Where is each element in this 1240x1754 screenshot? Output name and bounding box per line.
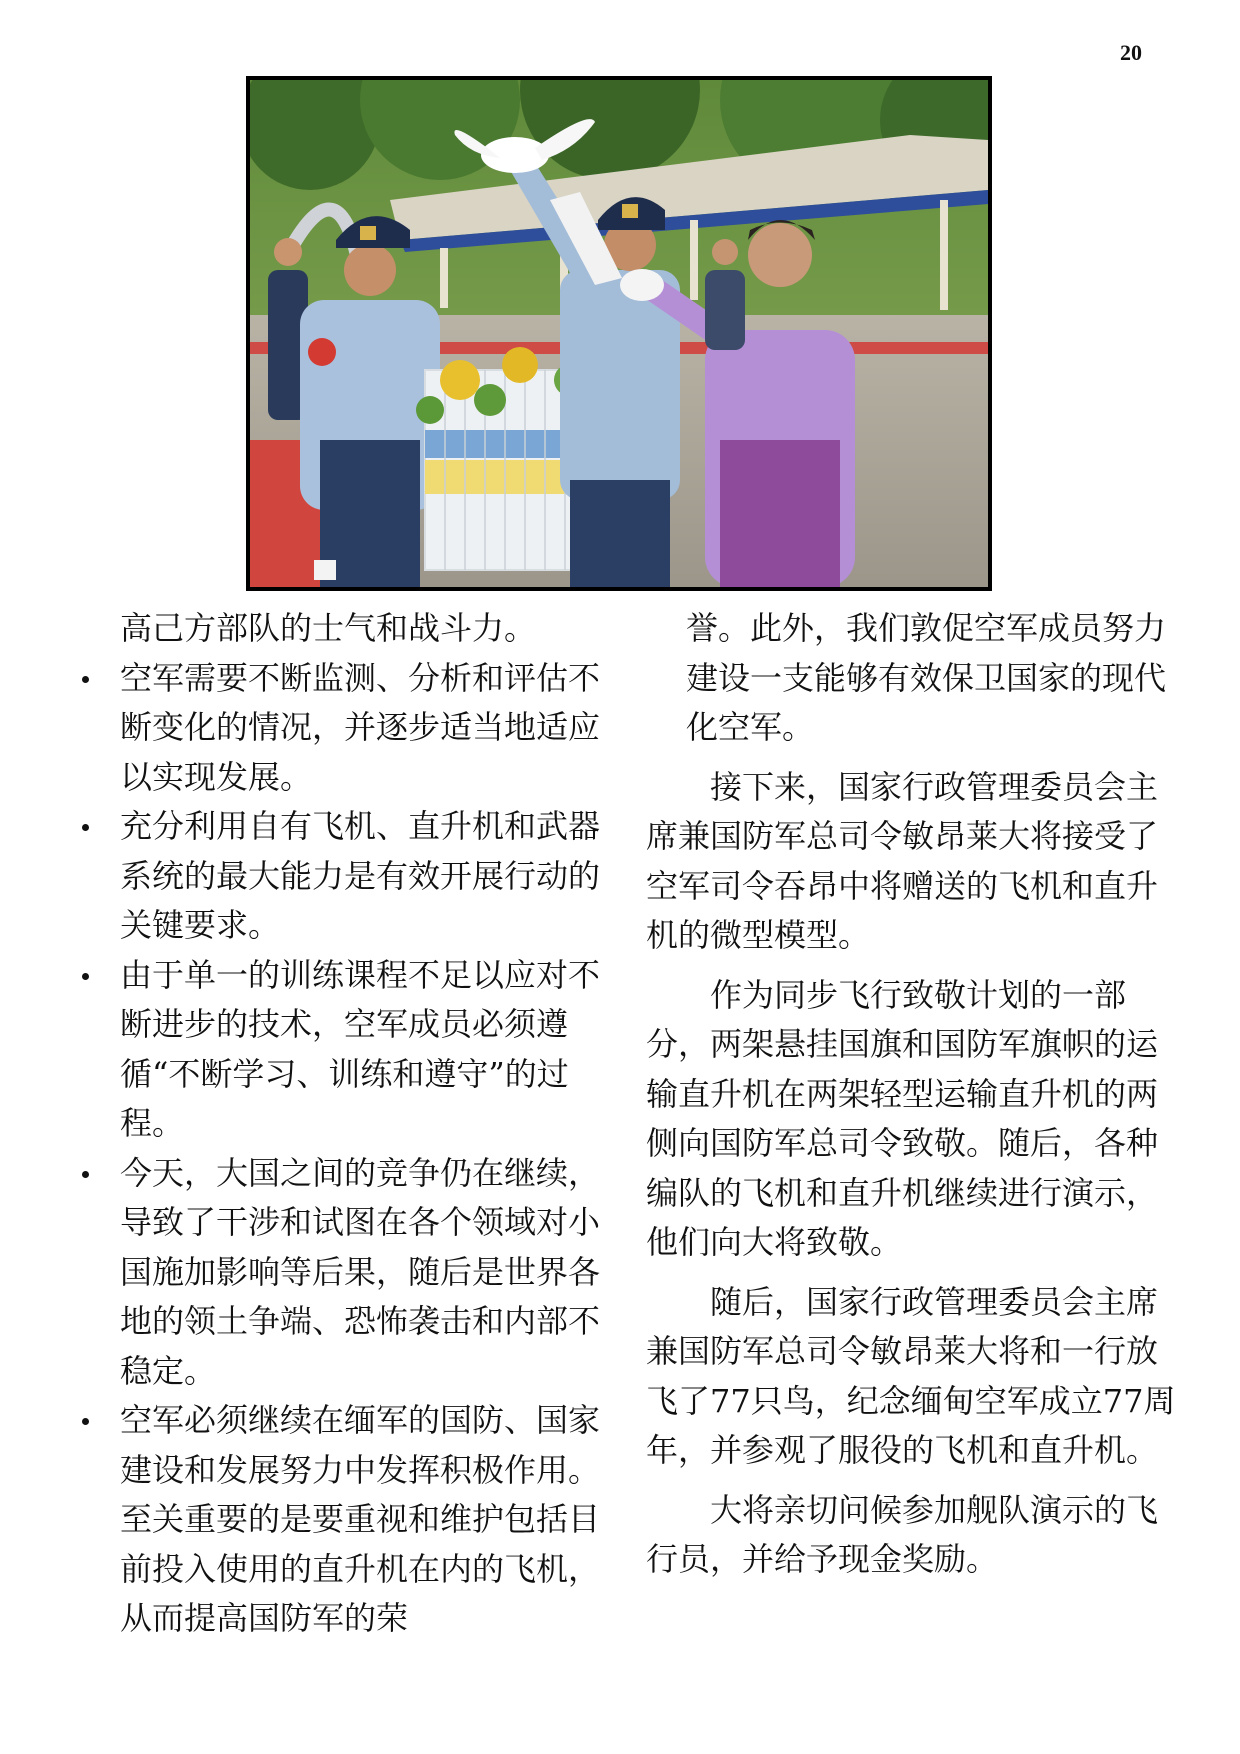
bullet-list xyxy=(80,654,606,1644)
list-item: 充分利用自有飞机、直升机和武器系统的最大能力是有效开展行动的关键要求。 xyxy=(80,802,606,951)
left-column xyxy=(80,604,606,1644)
dove-release-photo xyxy=(246,76,992,591)
list-item: 空军需要不断监测、分析和评估不断变化的情况，并逐步适当地适应以实现发展。 xyxy=(80,654,606,803)
list-item: 由于单一的训练课程不足以应对不断进步的技术，空军成员必须遵循“不断学习、训练和遵守”的过程。 xyxy=(80,951,606,1149)
list-item: 今天，大国之间的竞争仍在继续，导致了干涉和试图在各个领域对小国施加影响等后果，随后是世界各地的领土争端、恐怖袭击和内部不稳定。 xyxy=(80,1149,606,1397)
continued-paragraph: 高己方部队的士气和战斗力。 xyxy=(120,609,537,647)
list-item: 空军必须继续在缅军的国防、国家建设和发展努力中发挥积极作用。至关重要的是要重视和维护包括目前投入使用的直升机在内的飞机，从而提高国防军的荣 xyxy=(80,1396,606,1644)
continued-paragraph: 誉。此外，我们敦促空军成员努力建设一支能够有效保卫国家的现代化空军。 xyxy=(686,609,1167,746)
paragraph: 作为同步飞行致敬计划的一部分，两架悬挂国旗和国防军旗帜的运输直升机在两架轻型运输直升机的两侧向国防军总司令致敬。随后，各种编队的飞机和直升机继续进行演示，他们向大将致敬。 xyxy=(646,975,1159,1261)
paragraph: 接下来，国家行政管理委员会主席兼国防军总司令敏昂莱大将接受了空军司令吞昂中将赠送的飞机和直升机的微型模型。 xyxy=(646,767,1159,954)
paragraph: 随后，国家行政管理委员会主席兼国防军总司令敏昂莱大将和一行放飞了77只鸟，纪念缅甸空军成立77周年，并参观了服役的飞机和直升机。 xyxy=(646,1282,1176,1469)
right-column xyxy=(646,604,1176,1585)
page-number: 20 xyxy=(1120,40,1142,65)
paragraph: 大将亲切问候参加舰队演示的飞行员，并给予现金奖励。 xyxy=(646,1490,1159,1578)
